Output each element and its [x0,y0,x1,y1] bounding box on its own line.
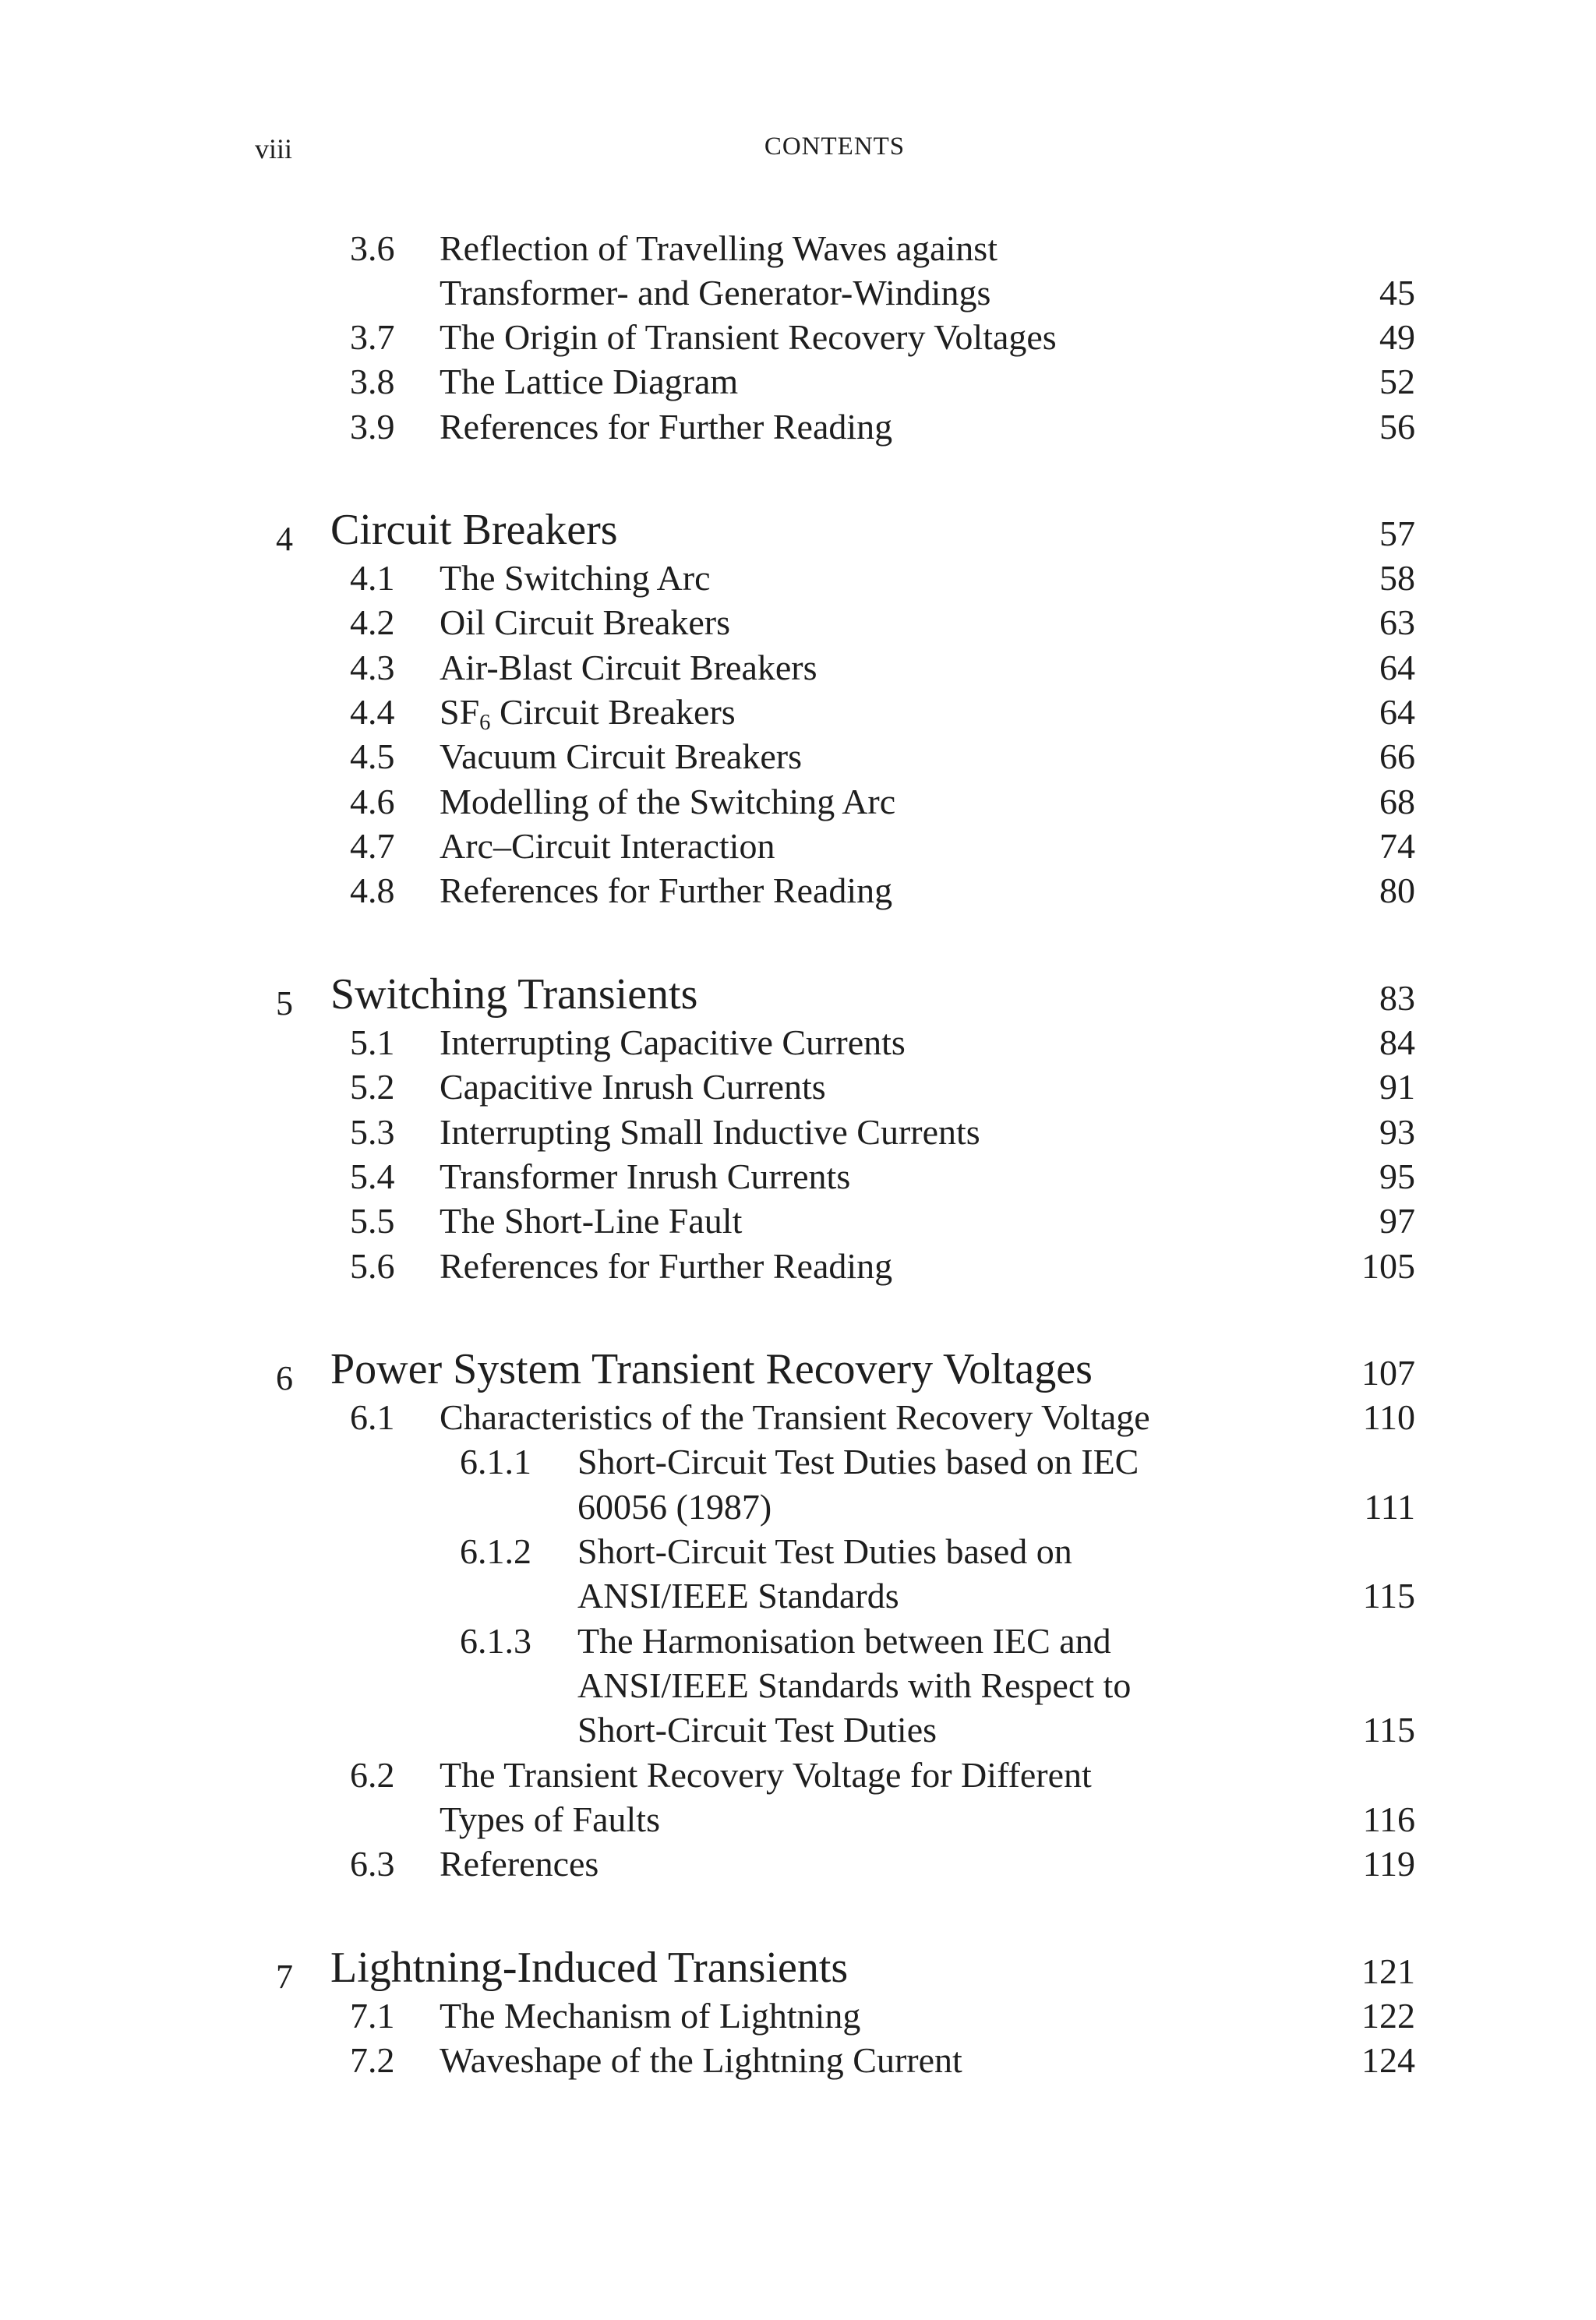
chapter-title: Lightning-Induced Transients [330,1944,849,1992]
page-number: 64 [1379,692,1415,732]
toc-chapter-5 [0,970,1596,1022]
toc-entry-5-3 [0,1111,1596,1156]
section-title: The Lattice Diagram [440,362,739,401]
section-title: Reflection of Travelling Waves against [440,228,998,268]
section-title: Types of Faults [440,1799,660,1839]
page-number: 83 [1379,978,1415,1018]
page-number: 52 [1379,362,1415,401]
page-number: 93 [1379,1112,1415,1152]
page-header [0,132,1596,179]
page-number: 111 [1364,1487,1415,1527]
page-number: 119 [1362,1844,1415,1884]
section-number: 6.1 [350,1397,395,1437]
section-number: 4.7 [350,826,395,866]
section-number: 3.9 [350,407,395,447]
section-title: The Switching Arc [440,558,711,598]
page-number: 80 [1379,870,1415,910]
subsection-number: 6.1.3 [460,1621,531,1661]
subsection-title: The Harmonisation between IEC and [577,1621,1111,1661]
page-number: 97 [1379,1201,1415,1241]
page-number: 74 [1379,826,1415,866]
toc-entry-5-1 [0,1022,1596,1067]
section-title: References for Further Reading [440,1246,893,1286]
subsection-title: ANSI/IEEE Standards with Respect to [577,1665,1132,1705]
toc-entry-6-2 [0,1754,1596,1799]
section-number: 7.2 [350,2040,395,2080]
section-title: Interrupting Small Inductive Currents [440,1112,980,1152]
toc-chapter-4 [0,506,1596,558]
toc-entry-6-1-1-cont [0,1486,1596,1531]
toc-entry-3-8 [0,361,1596,406]
page-number: 105 [1361,1246,1415,1286]
section-title: The Mechanism of Lightning [440,1996,861,2036]
page-number: 110 [1362,1397,1415,1437]
toc-entry-4-6 [0,781,1596,826]
subsection-title: Short-Circuit Test Duties based on [577,1531,1072,1571]
chapter-title: Switching Transients [330,970,698,1019]
chapter-number: 5 [276,984,293,1022]
section-title: References for Further Reading [440,870,893,910]
page-number: 91 [1379,1067,1415,1107]
page-number: 68 [1379,782,1415,821]
page-number: 115 [1362,1576,1415,1616]
page-number: 64 [1379,648,1415,687]
section-title: The Transient Recovery Voltage for Different [440,1755,1092,1795]
page-number: 49 [1379,317,1415,357]
toc-entry-6-1-3 [0,1620,1596,1665]
subsection-title: ANSI/IEEE Standards [577,1576,899,1616]
section-title: References for Further Reading [440,407,893,447]
chapter-number: 4 [276,520,293,558]
page-number: 57 [1379,514,1415,553]
page-number: 122 [1361,1996,1415,2036]
toc-entry-5-6 [0,1245,1596,1291]
toc-entry-5-4 [0,1156,1596,1201]
page-number: 115 [1362,1710,1415,1750]
subsection-title: 60056 (1987) [577,1487,772,1527]
toc-entry-3-7 [0,316,1596,362]
section-number: 6.2 [350,1755,395,1795]
toc-entry-4-4 [0,691,1596,736]
page-number: 63 [1379,602,1415,642]
toc-entry-4-8 [0,870,1596,915]
toc-entry-5-5 [0,1200,1596,1245]
page-number: 124 [1361,2040,1415,2080]
toc-entry-6-1-1 [0,1441,1596,1486]
toc-entry-6-1-2 [0,1531,1596,1576]
chapter-title: Power System Transient Recovery Voltages [330,1345,1093,1393]
section-number: 4.2 [350,602,395,642]
toc-entry-4-1 [0,557,1596,602]
toc-entry-6-1-2-cont [0,1575,1596,1620]
subsection-title: Short-Circuit Test Duties [577,1710,937,1750]
chapter-number: 7 [276,1958,293,1996]
running-head: CONTENTS [764,132,906,161]
toc-entry-3-6 [0,228,1596,273]
section-title: References [440,1844,599,1884]
subsection-title: Short-Circuit Test Duties based on IEC [577,1442,1139,1481]
section-number: 7.1 [350,1996,395,2036]
section-number: 3.8 [350,362,395,401]
section-number: 4.8 [350,870,395,910]
subscript-six: 6 [479,711,491,736]
page-number: 95 [1379,1156,1415,1196]
chapter-number: 6 [276,1359,293,1397]
section-number: 4.3 [350,648,395,687]
section-number: 5.5 [350,1201,395,1241]
section-title: The Origin of Transient Recovery Voltages [440,317,1057,357]
toc-chapter-7 [0,1944,1596,1996]
section-title: Transformer Inrush Currents [440,1156,851,1196]
page-number: 116 [1362,1799,1415,1839]
toc-entry-6-3 [0,1843,1596,1888]
section-number: 4.4 [350,692,395,732]
section-title: Waveshape of the Lightning Current [440,2040,962,2080]
section-number: 5.6 [350,1246,395,1286]
subsection-number: 6.1.1 [460,1442,531,1481]
section-number: 4.6 [350,782,395,821]
page-number: 121 [1361,1951,1415,1991]
page-number: 66 [1379,736,1415,776]
section-title-rest: Circuit Breakers [490,692,736,732]
section-title: Arc–Circuit Interaction [440,826,775,866]
section-number: 3.6 [350,228,395,268]
section-number: 4.5 [350,736,395,776]
section-title: Transformer- and Generator-Windings [440,273,991,313]
toc-chapter-6 [0,1345,1596,1397]
toc-entry-6-2-cont [0,1799,1596,1844]
toc-entry-4-2 [0,602,1596,647]
section-title [440,691,736,736]
section-number: 4.1 [350,558,395,598]
page-number: 84 [1379,1022,1415,1062]
subsection-number: 6.1.2 [460,1531,531,1571]
section-number: 3.7 [350,317,395,357]
section-title: Air-Blast Circuit Breakers [440,648,817,687]
toc-entry-6-1-3-cont [0,1665,1596,1710]
section-title: Oil Circuit Breakers [440,602,731,642]
section-number: 6.3 [350,1844,395,1884]
toc-entry-6-1 [0,1397,1596,1442]
page-number: 58 [1379,558,1415,598]
toc-entry-7-2 [0,2039,1596,2085]
section-title: Interrupting Capacitive Currents [440,1022,906,1062]
toc-entry-4-7 [0,825,1596,870]
toc-entry-7-1 [0,1995,1596,2040]
section-title: The Short-Line Fault [440,1201,743,1241]
section-number: 5.1 [350,1022,395,1062]
page-number: 45 [1379,273,1415,313]
toc-entry-3-6-cont [0,272,1596,317]
toc-entry-5-2 [0,1066,1596,1111]
section-title: Modelling of the Switching Arc [440,782,896,821]
section-number: 5.4 [350,1156,395,1196]
page-folio: viii [255,133,293,164]
page-number: 107 [1361,1353,1415,1393]
section-number: 5.3 [350,1112,395,1152]
toc-entry-4-3 [0,647,1596,692]
toc-entry-6-1-3-cont2 [0,1709,1596,1754]
section-title: Capacitive Inrush Currents [440,1067,826,1107]
section-title: Characteristics of the Transient Recovery Voltage [440,1397,1150,1437]
page-number: 56 [1379,407,1415,447]
chapter-title: Circuit Breakers [330,506,618,554]
section-number: 5.2 [350,1067,395,1107]
toc-entry-3-9 [0,406,1596,451]
toc-entry-4-5 [0,736,1596,781]
sf-text: SF [440,692,480,732]
section-title: Vacuum Circuit Breakers [440,736,802,776]
